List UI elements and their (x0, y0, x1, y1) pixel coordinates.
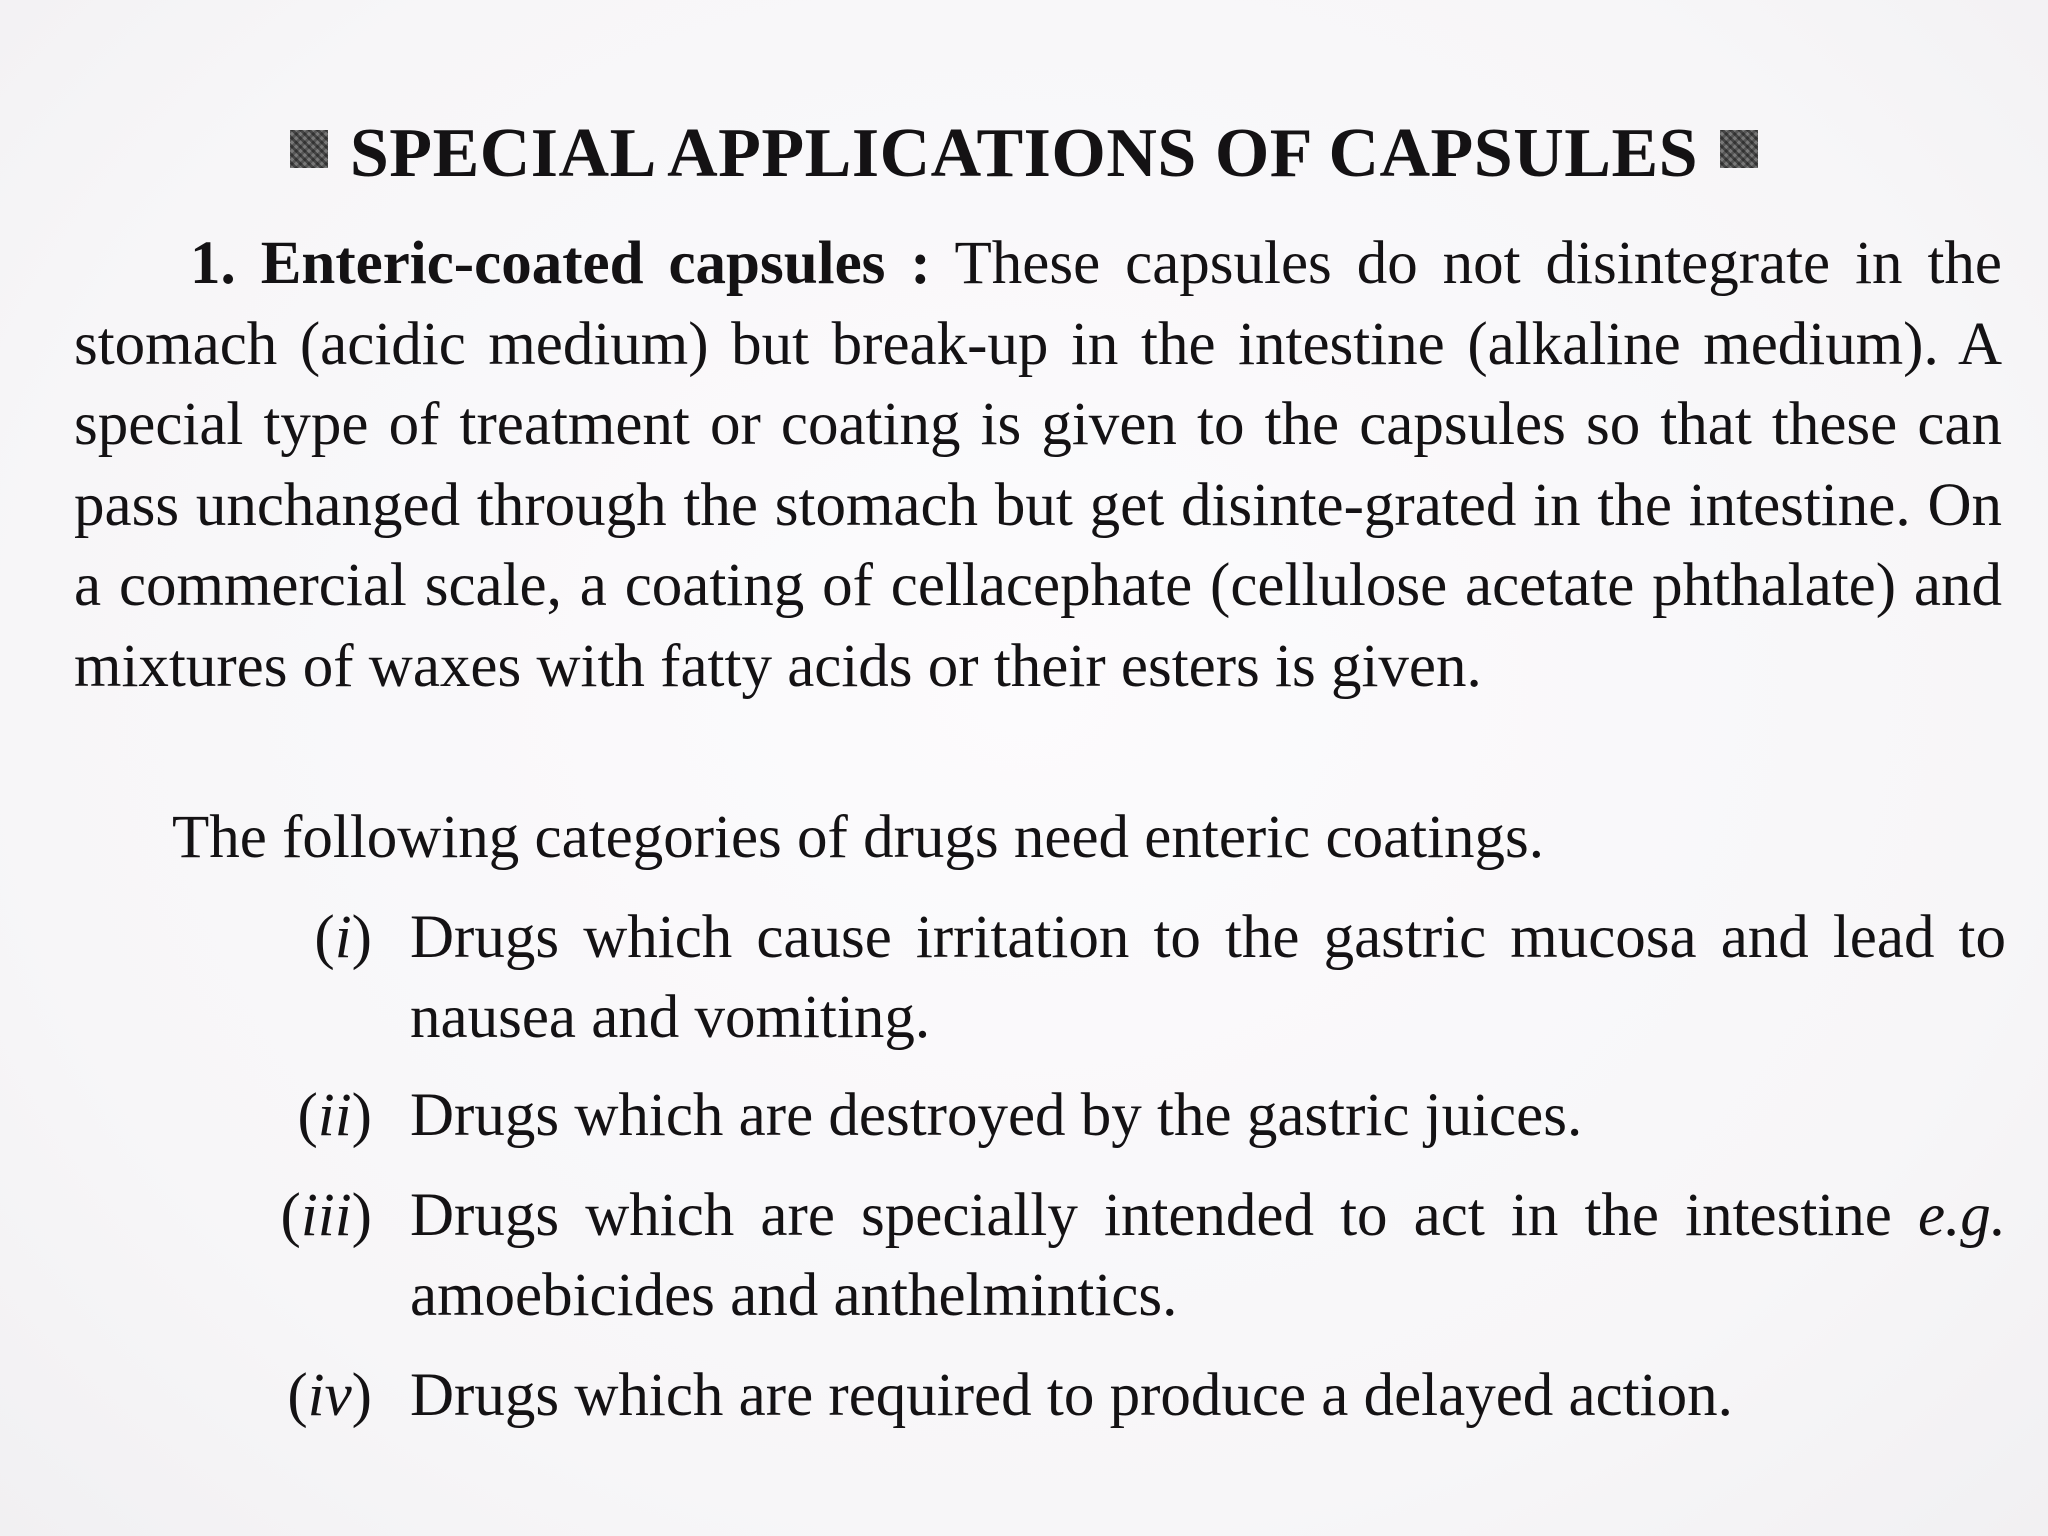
list-item-text: Drugs which are required to produce a delayed action. (410, 1362, 1733, 1429)
eg-abbreviation: e.g. (1917, 1182, 2007, 1249)
enteric-coated-paragraph (74, 224, 2002, 707)
heading-marker-left-icon (290, 130, 328, 168)
categories-intro: The following categories of drugs need enteric coatings. (172, 804, 1545, 871)
list-marker: (i) (314, 904, 372, 971)
list-item-text: Drugs which are destroyed by the gastric juices. (410, 1082, 1583, 1149)
list-marker: (iv) (287, 1362, 372, 1429)
paragraph-number: 1. (190, 230, 236, 297)
list-marker: (ii) (297, 1082, 372, 1149)
heading-marker-right-icon (1720, 130, 1758, 168)
paragraph-term: Enteric-coated capsules : (260, 230, 931, 297)
paragraph-body: These capsules do not disintegrate in the stomach (acidic medium) but break-up in the intestine (alkaline medium). A special type of treatment or coating is given to the capsules so that these can pass unchanged through the stomach but get disinte-grated in the intestine. On a commercial scale, a coating of cellacephate (cellulose acetate phthalate) and mixtures of waxes with fatty acids or their esters is given. (74, 230, 2002, 700)
list-item-text: Drugs which cause irritation to the gastric mucosa and lead to nausea and vomiting. (410, 904, 2006, 1051)
section-title: SPECIAL APPLICATIONS OF CAPSULES (349, 115, 1699, 192)
list-item-text: Drugs which are specially intended to act in the intestine e.g. amoebicides and anthelmintics. (410, 1182, 2007, 1329)
list-marker: (iii) (280, 1182, 372, 1249)
section-heading (0, 112, 2048, 196)
